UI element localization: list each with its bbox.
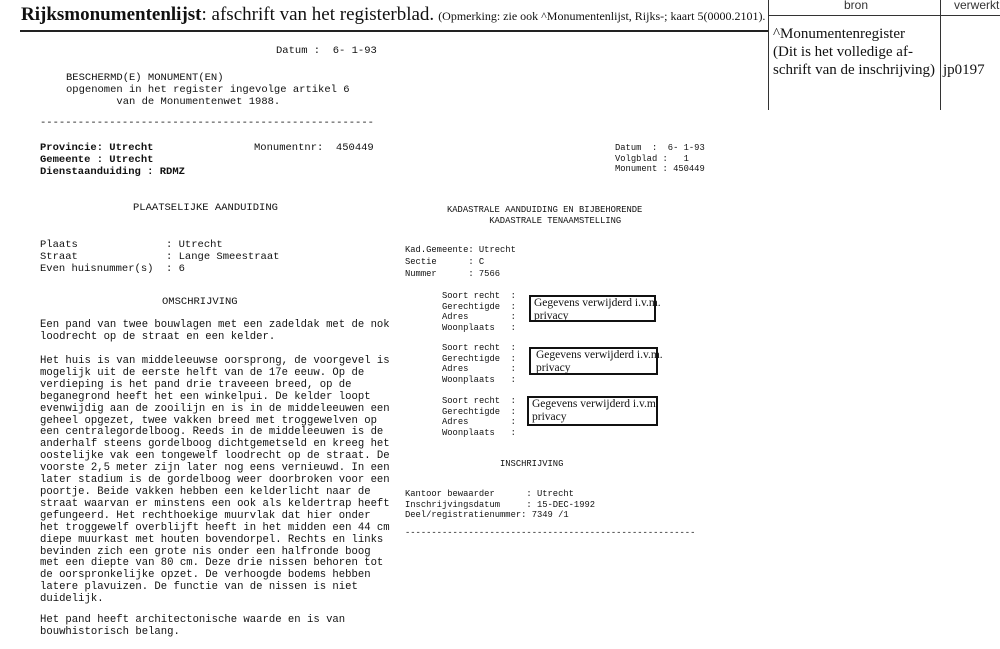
rights-block-2-labels: Soort recht : Gerechtigde : Adres : Woonplaats : (442, 343, 516, 385)
side-table (768, 0, 1000, 110)
plaats-heading: PLAATSELIJKE AANDUIDING (133, 202, 278, 214)
table-header-rule (768, 15, 1000, 16)
page-subtitle: : afschrift van het registerblad. (201, 4, 435, 25)
verwerkt-cell: jp0197 (943, 62, 985, 78)
description-para-3: Het pand heeft architectonische waarde en is van bouwhistorisch belang. (40, 614, 346, 638)
table-border-mid (940, 0, 941, 110)
page-header (21, 4, 765, 26)
provincie-field: Provincie: Utrecht (40, 142, 154, 154)
privacy-redaction-box: Gegevens verwijderd i.v.m. privacy (529, 295, 656, 322)
col-header-verwerkt: verwerkt (954, 0, 1000, 12)
description-para-2: Het huis is van middeleeuwse oorsprong, de voorgevel is mogelijk uit de eerste helft van de 17e eeuw. Op de verdieping is het pand drie traveeen breed, op de beganegrond heeft het een winkelpui. De kelder loopt evenwijdig aan de zooilijn en is in de middeleeuwen een geheel opgezet, twee vakken breed met troggewelven op een centralegordelboog. Reeds in de middeleeuwen is de anderhalf steens gordelboog dichtgemetseld en kreeg het oostelijke vak een tongewelf loodrecht op de straat. De voorste 2,5 meter zijn later nog eens vernieuwd. In een later stadium is de gordelboog weer doorbroken voor een poortje. Beide vakken hebben een kelderlicht naar de straat waarvan er minstens een ook als keldertrap heeft gefungeerd. Het rechthoekige muurvlak dat hier onder het troggewelf overblijft heeft in het midden een 44 cm diepe muurkast met houten bovendorpel. Rechts en links bevinden zich een grote nis onder een halfronde boog met een diepte van 80 cm. Deze drie nissen behoren tot de oorspronkelijke opzet. De verhoogde bodems hebben latere plavuizen. De functie van de nissen is niet duidelijk. (40, 355, 390, 606)
privacy-redaction-box: Gegevens verwijderd i.v.m. privacy (527, 396, 658, 426)
col-header-bron: bron (844, 0, 869, 12)
volgblad-meta: Datum : 6- 1-93 Volgblad : 1 Monument : 450449 (615, 143, 705, 174)
header-rule (20, 30, 768, 32)
privacy-redaction-box: Gegevens verwijderd i.v.m. privacy (529, 347, 658, 375)
page-title: Rijksmonumentenlijst (21, 4, 202, 25)
doc-date: Datum : 6- 1-93 (276, 45, 377, 57)
inschrijving-heading: INSCHRIJVING (500, 459, 564, 469)
inschrijving-fields: Kantoor bewaarder : Utrecht Inschrijvingsdatum : 15-DEC-1992 Deel/registratienummer: 7349 /1 (405, 489, 596, 520)
address-block: Plaats : Utrecht Straat : Lange Smeestraat Even huisnummer(s) : 6 (40, 239, 280, 275)
omschrijving-heading: OMSCHRIJVING (162, 296, 238, 308)
right-doc-rule: ------------------------------------------------------- (405, 528, 696, 538)
kadaster-heading: KADASTRALE AANDUIDING EN BIJBEHORENDE KADASTRALE TENAAMSTELLING (447, 205, 643, 226)
bron-cell: ^Monumentenregister (Dit is het volledige af- schrift van de inschrijving) (773, 26, 936, 78)
header-note: (Opmerking: zie ook ^Monumentenlijst, Rijks-; kaart 5(0000.2101). (438, 9, 766, 23)
table-border-left (768, 0, 769, 110)
gemeente-field: Gemeente : Utrecht (40, 154, 154, 166)
doc-rule: ----------------------------------------------------- (40, 117, 374, 129)
kadaster-fields: Kad.Gemeente: Utrecht Sectie : C Nummer : 7566 (405, 245, 516, 279)
rights-block-3-labels: Soort recht : Gerechtigde : Adres : Woonplaats : (442, 396, 516, 438)
monumentnr-field: Monumentnr: 450449 (254, 142, 374, 154)
description-para-1: Een pand van twee bouwlagen met een zadeldak met de nok loodrecht op de straat en een kelder. (40, 319, 390, 343)
rights-block-1-labels: Soort recht : Gerechtigde : Adres : Woonplaats : (442, 291, 516, 333)
dienst-field: Dienstaanduiding : RDMZ (40, 166, 185, 178)
doc-heading: BESCHERMD(E) MONUMENT(EN) opgenomen in het register ingevolge artikel 6 van de Monumentenwet 1988. (66, 72, 350, 108)
